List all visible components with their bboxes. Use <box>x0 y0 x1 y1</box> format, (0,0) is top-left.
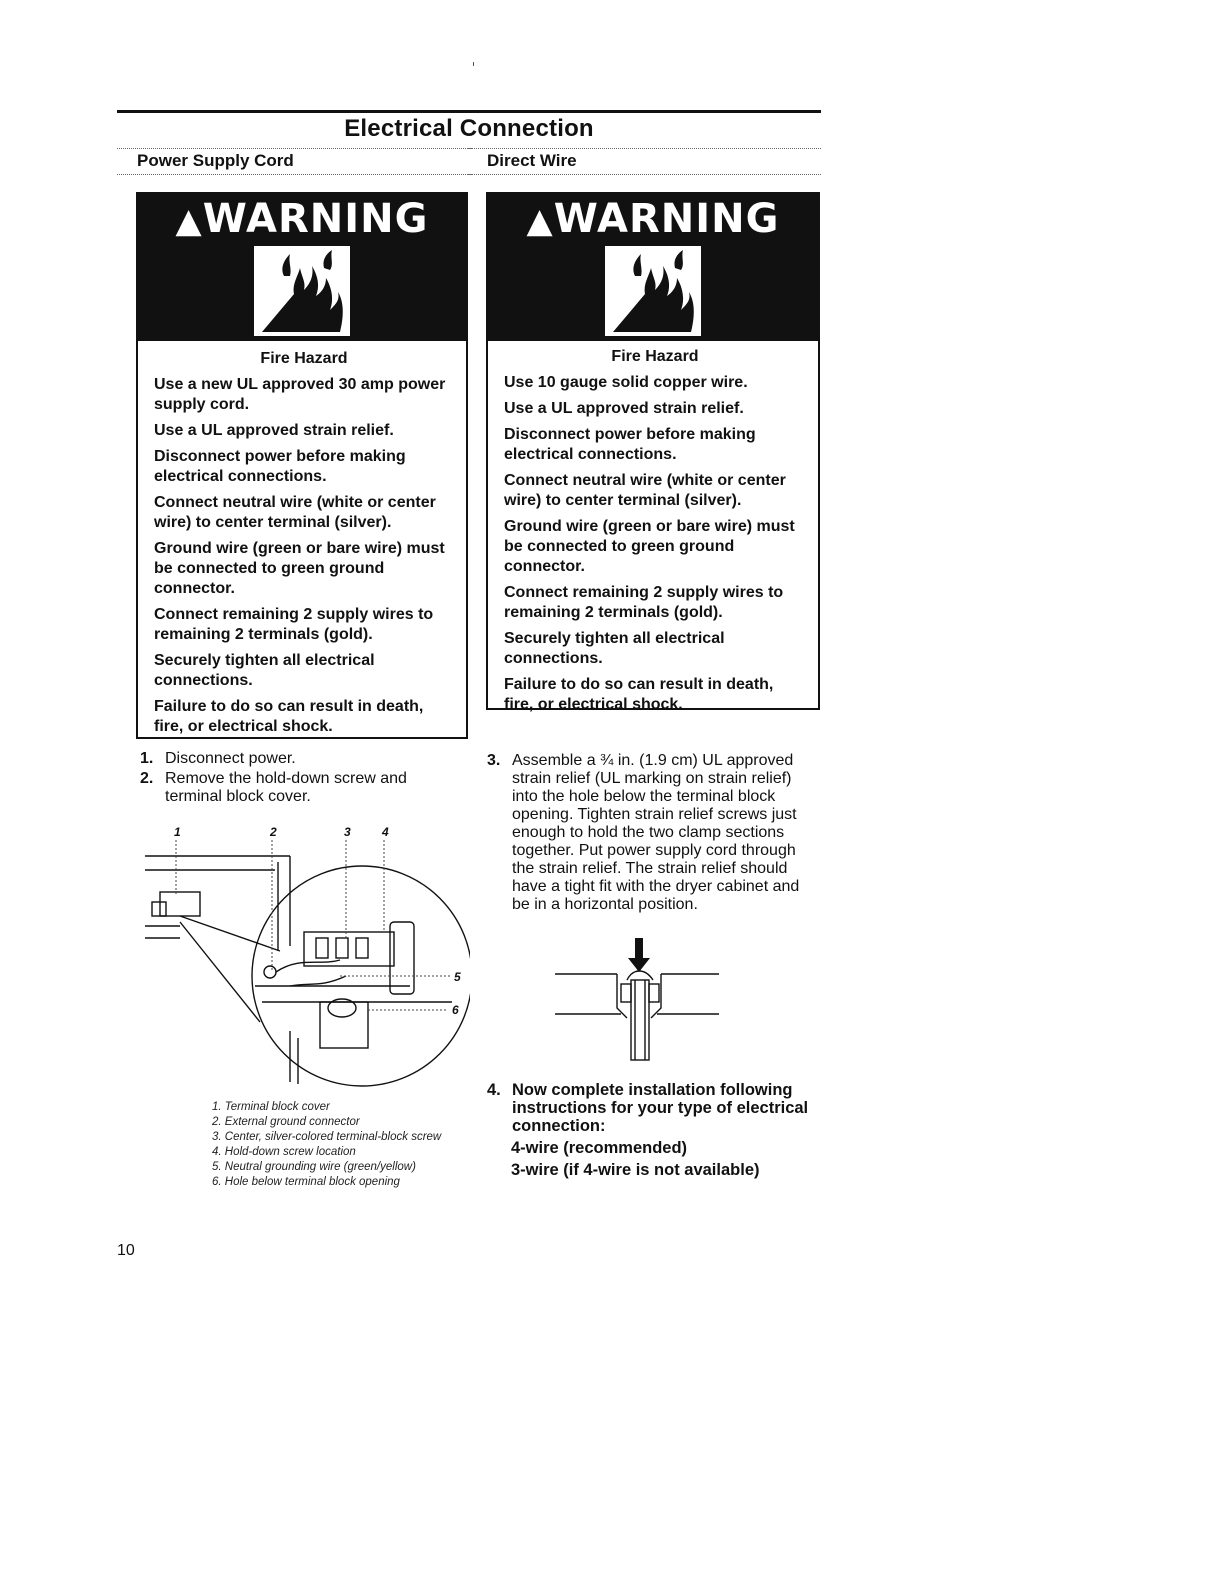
warning-body <box>138 341 466 751</box>
warning-line: Connect remaining 2 supply wires to remaining 2 terminals (gold). <box>504 584 784 621</box>
callout-2: 2 <box>270 826 277 839</box>
top-rule <box>117 110 821 113</box>
legend-item: 4. Hold-down screw location <box>212 1146 356 1158</box>
option-3-wire: 3-wire (if 4-wire is not available) <box>511 1161 760 1179</box>
callout-3: 3 <box>344 826 351 839</box>
legend-item: 1. Terminal block cover <box>212 1101 330 1113</box>
steps-left <box>140 750 450 808</box>
warning-line: Failure to do so can result in death, fire, or electrical shock. <box>504 676 774 713</box>
callout-1: 1 <box>174 826 181 839</box>
callout-5: 5 <box>454 970 461 984</box>
figure-legend <box>212 1100 466 1190</box>
hazard-title: Fire Hazard <box>260 350 348 367</box>
legend-item: 5. Neutral grounding wire (green/yellow) <box>212 1161 416 1173</box>
page-number: 10 <box>117 1242 135 1259</box>
warning-line: Securely tighten all electrical connections. <box>154 652 375 689</box>
steps-right-bottom <box>487 1081 822 1179</box>
warning-line: Use a new UL approved 30 amp power supply cord. <box>154 376 446 413</box>
warning-line: Failure to do so can result in death, fire, or electrical shock. <box>154 698 424 735</box>
section-direct-wire: Direct Wire <box>467 148 821 175</box>
warning-line: Use 10 gauge solid copper wire. <box>504 374 748 391</box>
step-item: 3. Assemble a ¾ in. (1.9 cm) UL approved strain relief (UL marking on strain relief) into the hole below the terminal block opening. Tighten strain relief screws just enough to hold the two clamp sections together. Put power supply cord through the strain relief. The strain relief should have a tight fit with the dryer cabinet and be in a horizontal position. <box>487 752 800 913</box>
strain-relief-figure <box>555 938 723 1062</box>
warning-header <box>138 194 466 341</box>
legend-item: 2. External ground connector <box>212 1116 360 1128</box>
warning-line: Disconnect power before making electrical connections. <box>504 426 756 463</box>
fire-hazard-icon <box>254 246 350 336</box>
legend-item: 6. Hole below terminal block opening <box>212 1176 400 1188</box>
callout-4: 4 <box>382 826 389 839</box>
fire-hazard-icon <box>605 246 701 336</box>
warning-box-right <box>486 192 820 713</box>
warning-line: Connect remaining 2 supply wires to remaining 2 terminals (gold). <box>154 606 434 643</box>
terminal-block-figure <box>140 826 470 1088</box>
warning-line: Ground wire (green or bare wire) must be connected to green ground connector. <box>504 518 795 575</box>
warning-title: ▲WARNING <box>175 196 429 242</box>
step-item: 4. Now complete installation following instructions for your type of electrical connection: <box>487 1081 809 1135</box>
steps-right-top <box>487 752 817 916</box>
warning-line: Connect neutral wire (white or center wire) to center terminal (silver). <box>504 472 786 509</box>
option-4-wire: 4-wire (recommended) <box>511 1139 688 1157</box>
warning-line: Use a UL approved strain relief. <box>504 400 744 417</box>
section-power-supply-cord: Power Supply Cord <box>117 148 472 175</box>
callout-6: 6 <box>452 1003 459 1017</box>
step-item: 1. Disconnect power. <box>140 750 296 767</box>
scan-mark <box>473 62 474 66</box>
warning-header <box>488 194 818 341</box>
warning-body <box>488 341 818 729</box>
page-title: Electrical Connection <box>344 115 594 142</box>
legend-item: 3. Center, silver-colored terminal-block screw <box>212 1131 442 1143</box>
warning-title: ▲WARNING <box>526 196 780 242</box>
warning-box-left <box>136 192 468 739</box>
down-arrow-icon <box>628 938 650 972</box>
warning-line: Use a UL approved strain relief. <box>154 422 394 439</box>
warning-triangle-icon: ▲ <box>526 201 554 241</box>
warning-triangle-icon: ▲ <box>175 201 203 241</box>
step-item: 2. Remove the hold-down screw and terminal block cover. <box>140 770 407 805</box>
warning-line: Connect neutral wire (white or center wire) to center terminal (silver). <box>154 494 436 531</box>
warning-line: Disconnect power before making electrical connections. <box>154 448 406 485</box>
warning-line: Securely tighten all electrical connections. <box>504 630 725 667</box>
hazard-title: Fire Hazard <box>611 348 699 365</box>
warning-line: Ground wire (green or bare wire) must be connected to green ground connector. <box>154 540 445 597</box>
